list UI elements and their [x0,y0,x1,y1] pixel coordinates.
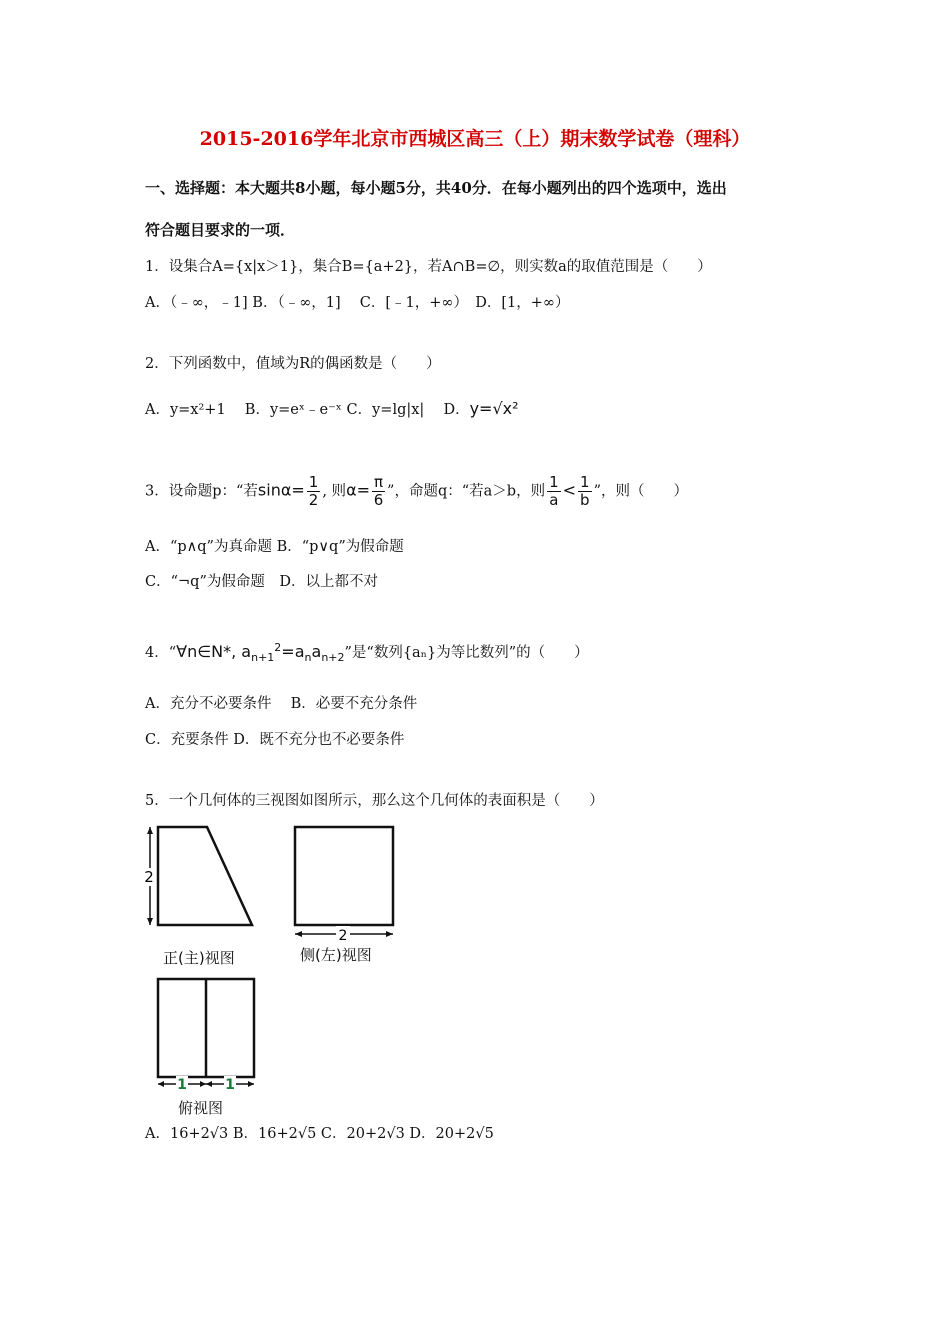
q3-frac1-num: 1 [308,473,319,491]
question-4-options-1: A．充分不必要条件 B．必要不充分条件 [145,696,418,712]
side-view-caption: 侧(左)视图 [300,946,372,964]
q4-sub-n2: n+2 [321,650,345,664]
top-view-dimension-label-right: 1 [225,1077,235,1093]
question-4-stem [145,641,589,664]
question-2-stem: 2．下列函数中，值域为R的偶函数是（ ） [145,356,441,372]
question-3-options-1: A．“p∧q”为真命题 B．“p∨q”为假命题 [145,539,404,555]
side-view-shape [295,827,393,925]
question-1-options: A．（﹣∞，﹣1] B．（﹣∞，1] C．[﹣1，+∞） D．[1，+∞） [145,295,570,311]
question-2-option-b: B．y=eˣ﹣e⁻ˣ [244,402,342,418]
question-2-option-c: C．y=lg|x| [346,402,425,418]
q3-fraction-pi6 [372,474,385,509]
q3-fraction-1b [578,474,592,509]
q3-text-suffix: ”，则（ ） [593,483,689,500]
q4-eq: =a [281,642,305,661]
question-3-stem [145,474,688,509]
q4-sub-n1: n+1 [251,650,275,664]
question-2-option-d-label: D． [443,402,470,418]
front-view-dimension-label: 2 [144,868,154,886]
q3-sin-expr: sinα= [257,480,305,500]
side-view-dimension-label: 2 [338,928,348,944]
q4-text-suffix: ”是“数列{aₙ}为等比数列”的（ ） [344,645,589,661]
front-view-shape [158,827,252,925]
q3-text-prefix: 3．设命题p：“若 [145,483,258,500]
q3-text-mid2: ”，命题q：“若a＞b，则 [387,483,546,500]
q3-frac4-num: 1 [580,473,590,491]
q3-text-mid: , 则 [322,483,347,500]
section-heading-line2: 符合题目要求的一项． [145,221,296,239]
question-3-options-2: C．“¬q”为假命题 D．以上都不对 [145,574,378,590]
question-2-option-d-formula: y=√x² [469,399,519,418]
question-2-option-a: A．y=x²+1 [145,402,226,418]
q3-frac2-den: 6 [373,491,384,509]
q3-frac2-num: π [374,473,384,491]
q3-fraction-half [307,474,321,509]
q3-less-than: < [562,480,577,500]
q4-text-prefix: 4．“ [145,645,177,661]
q3-fraction-1a [547,474,561,509]
q3-alpha-expr: α= [346,480,371,500]
question-5-stem: 5．一个几何体的三视图如图所示，那么这个几何体的表面积是（ ） [145,793,604,809]
q3-frac3-num: 1 [549,473,559,491]
question-1-stem: 1．设集合A={x|x＞1}，集合B={a+2}，若A∩B=∅，则实数a的取值范围是（ ） [145,259,712,275]
question-4-options-2: C．充要条件 D．既不充分也不必要条件 [145,732,405,748]
q4-square: 2 [274,641,282,655]
question-2-options [145,398,519,419]
top-view-caption: 俯视图 [178,1099,224,1117]
question-5-options: A．16+2√3 B．16+2√5 C．20+2√3 D．20+2√5 [145,1126,494,1142]
q3-frac4-den: b [580,491,590,509]
q3-frac3-den: a [549,491,559,509]
top-view-dimension-label-left: 1 [177,1077,187,1093]
q3-frac1-den: 2 [308,491,319,509]
three-view-figure [140,820,440,1120]
page-title: 2015-2016学年北京市西城区高三（上）期末数学试卷（理科） [199,128,751,150]
q4-sub-n: n [304,650,312,664]
section-heading-line1: 一、选择题：本大题共8小题，每小题5分，共40分．在每小题列出的四个选项中，选出 [145,179,727,197]
q4-a3: a [311,642,322,661]
front-view-caption: 正(主)视图 [163,949,235,967]
q4-formula-start: ∀n∈N*, a [176,642,252,661]
